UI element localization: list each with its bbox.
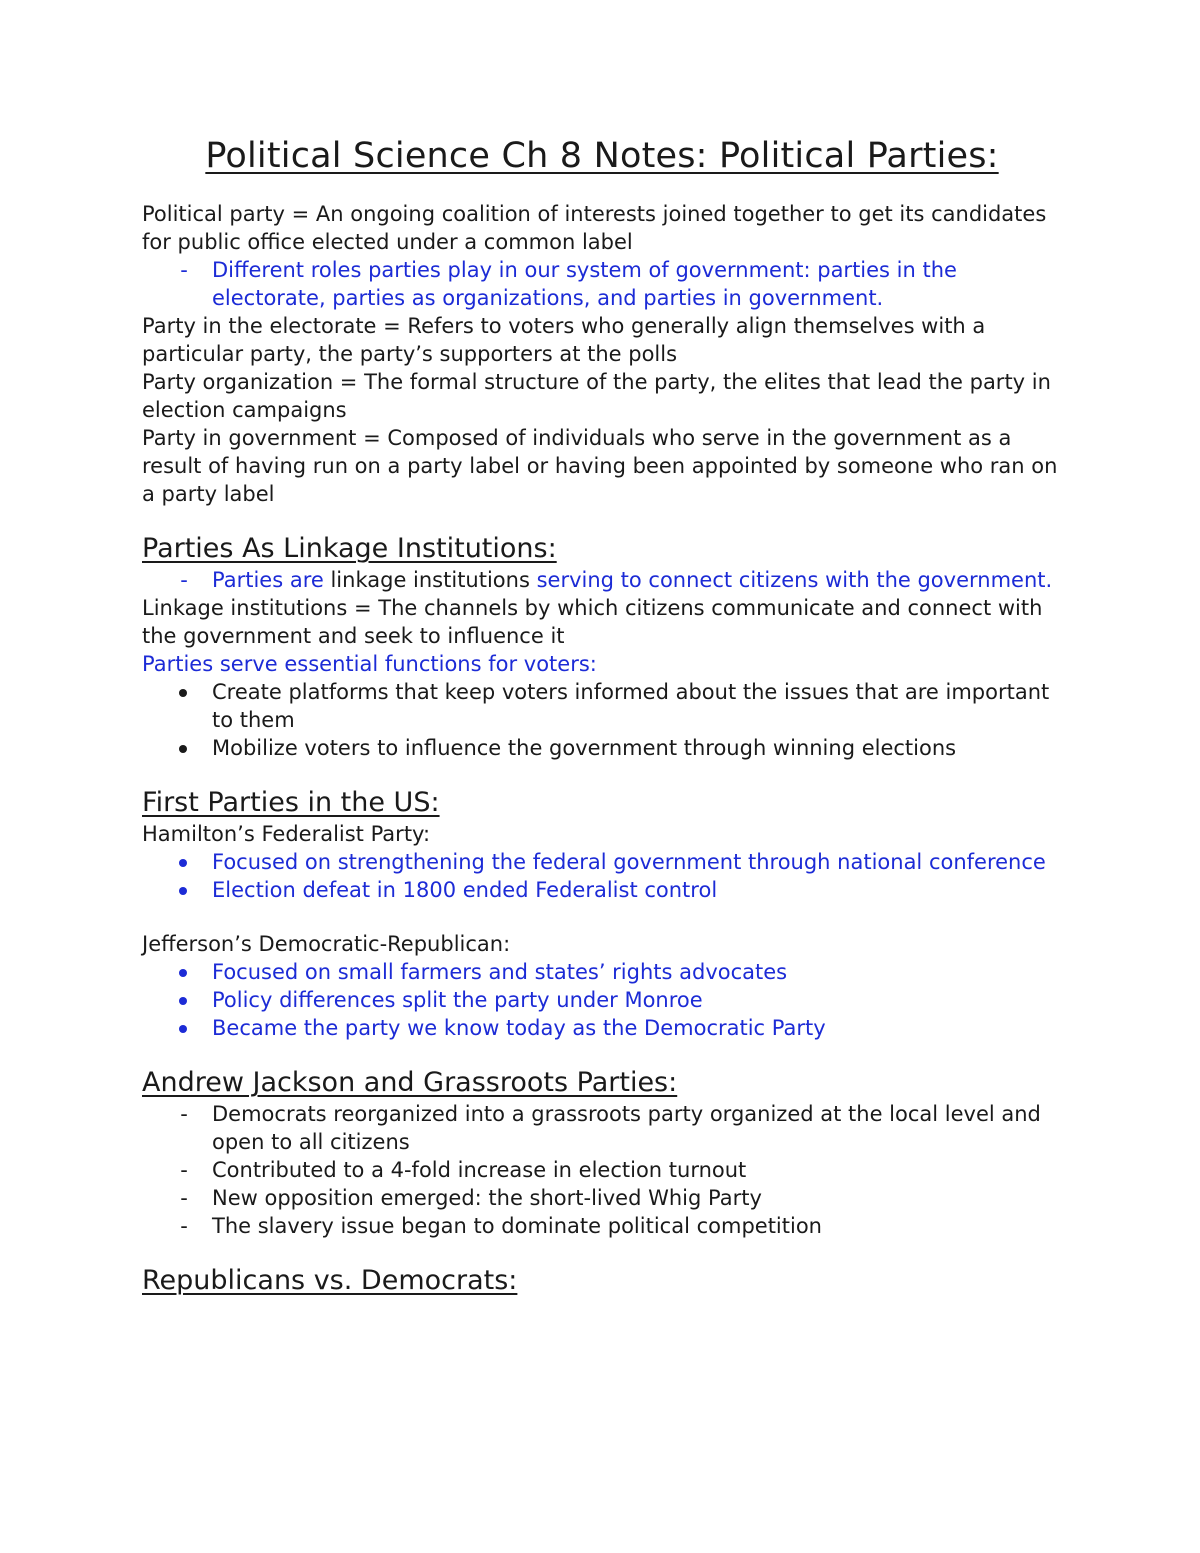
list-item (142, 848, 1062, 876)
list-item (142, 1014, 1062, 1042)
section-first-parties (142, 786, 1062, 1042)
dash-marker (174, 1184, 194, 1212)
dash-marker (174, 1100, 194, 1128)
jackson-list (142, 1100, 1062, 1240)
list-item (142, 986, 1062, 1014)
list-item (142, 678, 1062, 734)
function-item: Create platforms that keep voters informed about the issues that are important to them (212, 680, 1050, 732)
list-item (142, 256, 1062, 312)
jackson-point: Contributed to a 4-fold increase in election turnout (212, 1158, 747, 1182)
section-heading: First Parties in the US: (142, 787, 440, 818)
dash-marker (174, 1156, 194, 1184)
section-jackson (142, 1066, 1062, 1240)
spacer (142, 904, 1062, 930)
section-heading: Republicans vs. Democrats: (142, 1265, 518, 1296)
federalist-list (142, 848, 1062, 904)
linkage-note-list (142, 566, 1062, 594)
list-item (142, 1184, 1062, 1212)
list-item (142, 1212, 1062, 1240)
federalist-label: Hamilton’s Federalist Party: (142, 822, 431, 846)
list-item (142, 1100, 1062, 1156)
document-page (142, 136, 1062, 1298)
federalist-point: Election defeat in 1800 ended Federalist control (212, 878, 718, 902)
jackson-point: The slavery issue began to dominate political competition (212, 1214, 822, 1238)
jackson-point: New opposition emerged: the short-lived Whig Party (212, 1186, 762, 1210)
dash-marker (174, 1212, 194, 1240)
section-heading: Andrew Jackson and Grassroots Parties: (142, 1067, 678, 1098)
linkage-institutions-definition: Linkage institutions = The channels by which citizens communicate and connect with the government and seek to influence it (142, 596, 1043, 648)
list-item (142, 1156, 1062, 1184)
linkage-note-part1: Parties are (212, 568, 324, 592)
section-heading: Parties As Linkage Institutions: (142, 533, 557, 564)
roles-note: Different roles parties play in our system of government: parties in the electorate, parties as organizations, and parties in government. (212, 258, 957, 310)
list-item (142, 734, 1062, 762)
party-in-electorate-definition: Party in the electorate = Refers to voters who generally align themselves with a particular party, the party’s supporters at the polls (142, 314, 986, 366)
section-linkage (142, 532, 1062, 762)
list-item (142, 876, 1062, 904)
functions-list (142, 678, 1062, 762)
linkage-note-part2: linkage institutions (323, 568, 537, 592)
roles-list (142, 256, 1062, 312)
dash-marker (174, 566, 194, 594)
dr-point: Focused on small farmers and states’ rights advocates (212, 960, 788, 984)
linkage-note-part3: serving to connect citizens with the government. (536, 568, 1053, 592)
jackson-point: Democrats reorganized into a grassroots party organized at the local level and open to all citizens (212, 1102, 1041, 1154)
democratic-republican-label: Jefferson’s Democratic-Republican: (142, 932, 511, 956)
functions-label: Parties serve essential functions for voters: (142, 652, 597, 676)
page-title: Political Science Ch 8 Notes: Political Parties: (205, 136, 999, 176)
dr-point: Policy differences split the party under Monroe (212, 988, 703, 1012)
function-item: Mobilize voters to influence the government through winning elections (212, 736, 957, 760)
federalist-point: Focused on strengthening the federal government through national conference (212, 850, 1046, 874)
list-item (142, 566, 1062, 594)
democratic-republican-list (142, 958, 1062, 1042)
party-organization-definition: Party organization = The formal structure of the party, the elites that lead the party in election campaigns (142, 370, 1051, 422)
party-in-government-definition: Party in government = Composed of individuals who serve in the government as a result of having run on a party label or having been appointed by someone who ran on a party label (142, 426, 1058, 506)
political-party-definition: Political party = An ongoing coalition of interests joined together to get its candidates for public office elected under a common label (142, 202, 1047, 254)
dash-marker (174, 256, 194, 284)
dr-point: Became the party we know today as the Democratic Party (212, 1016, 826, 1040)
list-item (142, 958, 1062, 986)
section-republicans (142, 1264, 1062, 1298)
